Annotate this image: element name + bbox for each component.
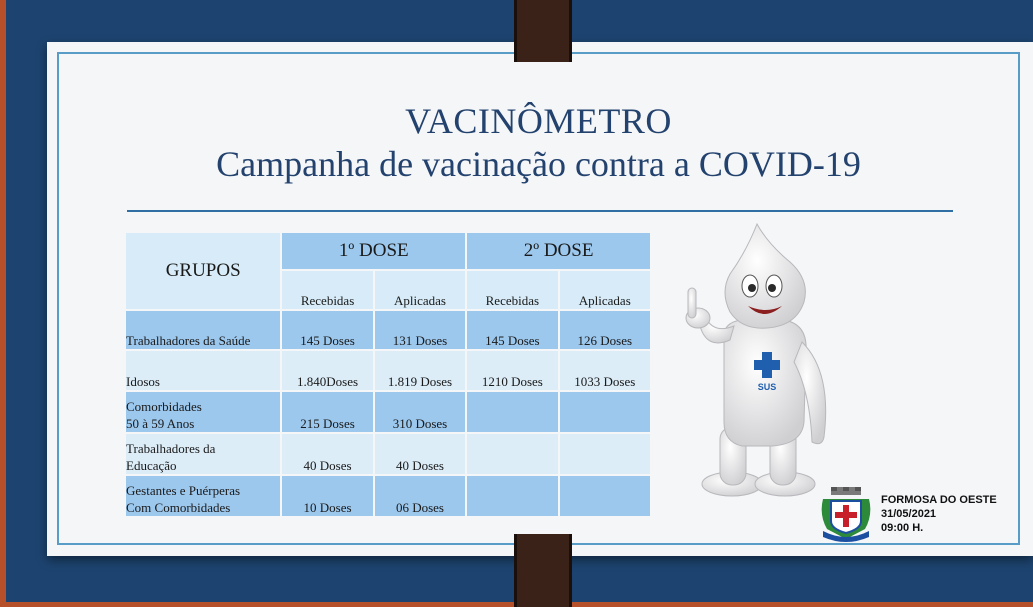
dose1-received-value: 145 Doses: [281, 310, 373, 350]
dose2-applied-value: [559, 391, 651, 433]
dose1-received-value: 215 Doses: [281, 391, 373, 433]
group-label: [125, 391, 281, 433]
group-label-line1: Comorbidades: [126, 399, 202, 414]
group-label-line2: Com Comorbidades: [126, 500, 231, 515]
table-row: [125, 433, 651, 475]
report-date: 31/05/2021: [881, 508, 937, 520]
vaccination-table: [124, 231, 652, 518]
group-label: [125, 475, 281, 517]
group-label-line1: Trabalhadores da: [126, 441, 216, 456]
table-row: [125, 350, 651, 391]
dose2-received-value: 1210 Doses: [466, 350, 558, 391]
page-title: VACINÔMETRO: [405, 101, 672, 141]
dose1-applied-value: 40 Doses: [374, 433, 466, 475]
group-label-line2: 50 à 59 Anos: [126, 416, 195, 431]
table-row: [125, 391, 651, 433]
dose1-received-value: 10 Doses: [281, 475, 373, 517]
dose2-header: 2º DOSE: [466, 232, 651, 270]
left-edge-stripe: [0, 0, 6, 607]
dose2-received-value: [466, 475, 558, 517]
group-label: Trabalhadores da Saúde: [125, 310, 281, 350]
dose2-received-value: 145 Doses: [466, 310, 558, 350]
dose1-received-header: Recebidas: [281, 270, 373, 310]
dose2-received-value: [466, 391, 558, 433]
groups-header: GRUPOS: [125, 232, 281, 310]
group-label: Idosos: [125, 350, 281, 391]
footer-info: [881, 493, 997, 535]
table-row: [125, 310, 651, 350]
table-row: [125, 475, 651, 517]
title-divider: [127, 210, 953, 212]
sus-badge-label: SUS: [757, 382, 777, 392]
group-label: [125, 433, 281, 475]
dose1-received-value: 1.840Doses: [281, 350, 373, 391]
page-subtitle: Campanha de vacinação contra a COVID-19: [216, 144, 861, 184]
dose1-received-value: 40 Doses: [281, 433, 373, 475]
dose1-applied-value: 06 Doses: [374, 475, 466, 517]
dose1-applied-value: 131 Doses: [374, 310, 466, 350]
dose2-applied-value: 126 Doses: [559, 310, 651, 350]
dose2-applied-value: 1033 Doses: [559, 350, 651, 391]
dose2-applied-value: [559, 433, 651, 475]
dose1-applied-value: 1.819 Doses: [374, 350, 466, 391]
dose2-received-header: Recebidas: [466, 270, 558, 310]
dose1-applied-value: 310 Doses: [374, 391, 466, 433]
ze-gotinha-mascot: [672, 222, 832, 502]
dose2-applied-header: Aplicadas: [559, 270, 651, 310]
dose2-applied-value: [559, 475, 651, 517]
dose1-applied-header: Aplicadas: [374, 270, 466, 310]
report-time: 09:00 H.: [881, 522, 924, 534]
dose2-received-value: [466, 433, 558, 475]
top-hanging-strap: [514, 0, 572, 62]
group-label-line1: Gestantes e Puérperas: [126, 483, 241, 498]
dose1-header: 1º DOSE: [281, 232, 466, 270]
city-name: FORMOSA DO OESTE: [881, 494, 997, 506]
city-coat-of-arms-icon: [817, 485, 875, 543]
group-label-line2: Educação: [126, 458, 177, 473]
bottom-hanging-strap: [514, 534, 572, 607]
